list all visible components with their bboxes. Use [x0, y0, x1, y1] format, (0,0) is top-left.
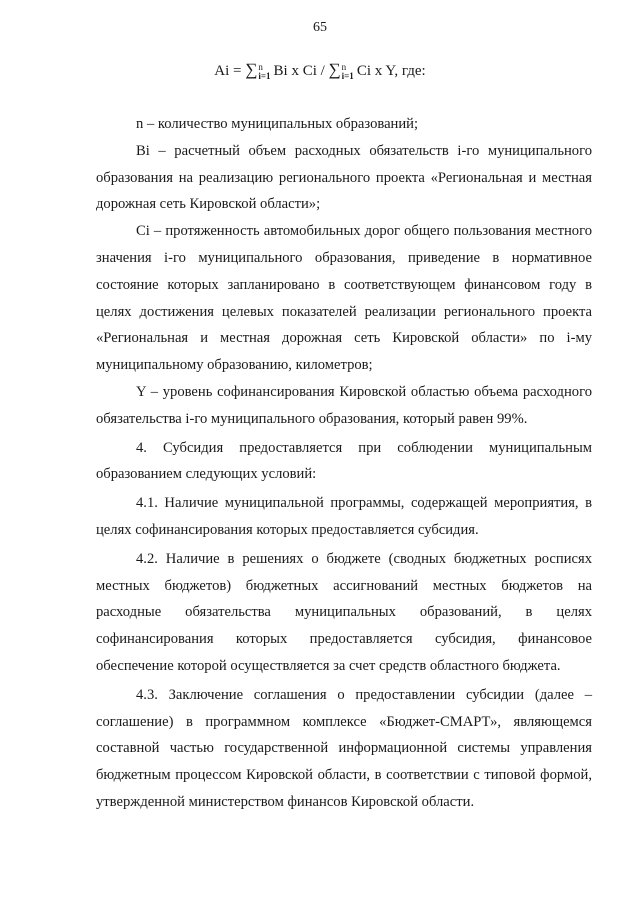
body-text [96, 111, 592, 816]
formula-lhs: Ai = [214, 63, 246, 79]
sum-upper: n [258, 61, 263, 72]
paragraph-section-4: 4. Субсидия предоставляется при соблюдении муниципальным образованием следующих условий: [96, 439, 592, 483]
sum-symbol: ∑ [245, 60, 258, 79]
paragraph-4-3: 4.3. Заключение соглашения о предоставлении субсидии (далее – соглашение) в программном комплексе «Бюджет-СМАРТ», являющемся составной частью государственной информационной системы управления бюджетным процессом Кировской области, в соответствии с типовой формой, утвержденной министерством финансов Кировской области. [96, 686, 592, 810]
paragraph-ci-definition: Ci – протяженность автомобильных дорог общего пользования местного значения i-го муниципального образования, приведение в нормативное состояние которых запланировано в соответствующем финансовом году в целях достижения целевых показателей реализации регионального проекта «Региональная и местная дорожная сеть Кировской области» по i-му муниципальному образованию, километров; [96, 223, 592, 374]
paragraph-n-definition: n – количество муниципальных образований; [136, 116, 419, 132]
sum-lower: i=1 [258, 70, 271, 81]
paragraph-4-1: 4.1. Наличие муниципальной программы, содержащей мероприятия, в целях софинансирования которых предоставляется субсидия. [96, 495, 592, 538]
formula-term1: Bi x Ci / [273, 63, 329, 79]
page-number: 65 [313, 20, 327, 35]
paragraph-y-definition: Y – уровень софинансирования Кировской областью объема расходного обязательства i-го муниципального образования, который равен 99%. [96, 383, 592, 427]
paragraph-4-2: 4.2. Наличие в решениях о бюджете (сводных бюджетных росписях местных бюджетов) бюджетных ассигнований местных бюджетов на расходные обязательства муниципальных образований, в целях софинансирования которых предоставляется субсидия, финансовое обеспечение которой осуществляется за счет средств областного бюджета. [96, 550, 592, 674]
paragraph-bi-definition: Bi – расчетный объем расходных обязательств i-го муниципального образования на реализацию регионального проекта «Региональная и местная дорожная сеть Кировской области»; [96, 142, 592, 213]
sum-lower-2: i=1 [341, 70, 354, 81]
sum-upper-2: n [341, 61, 347, 72]
formula [0, 60, 640, 81]
sum-limits-2 [342, 63, 354, 81]
sum-symbol-2: ∑ [328, 60, 341, 79]
formula-term2: Ci x Y, где: [356, 63, 426, 79]
sum-limits [258, 63, 270, 81]
